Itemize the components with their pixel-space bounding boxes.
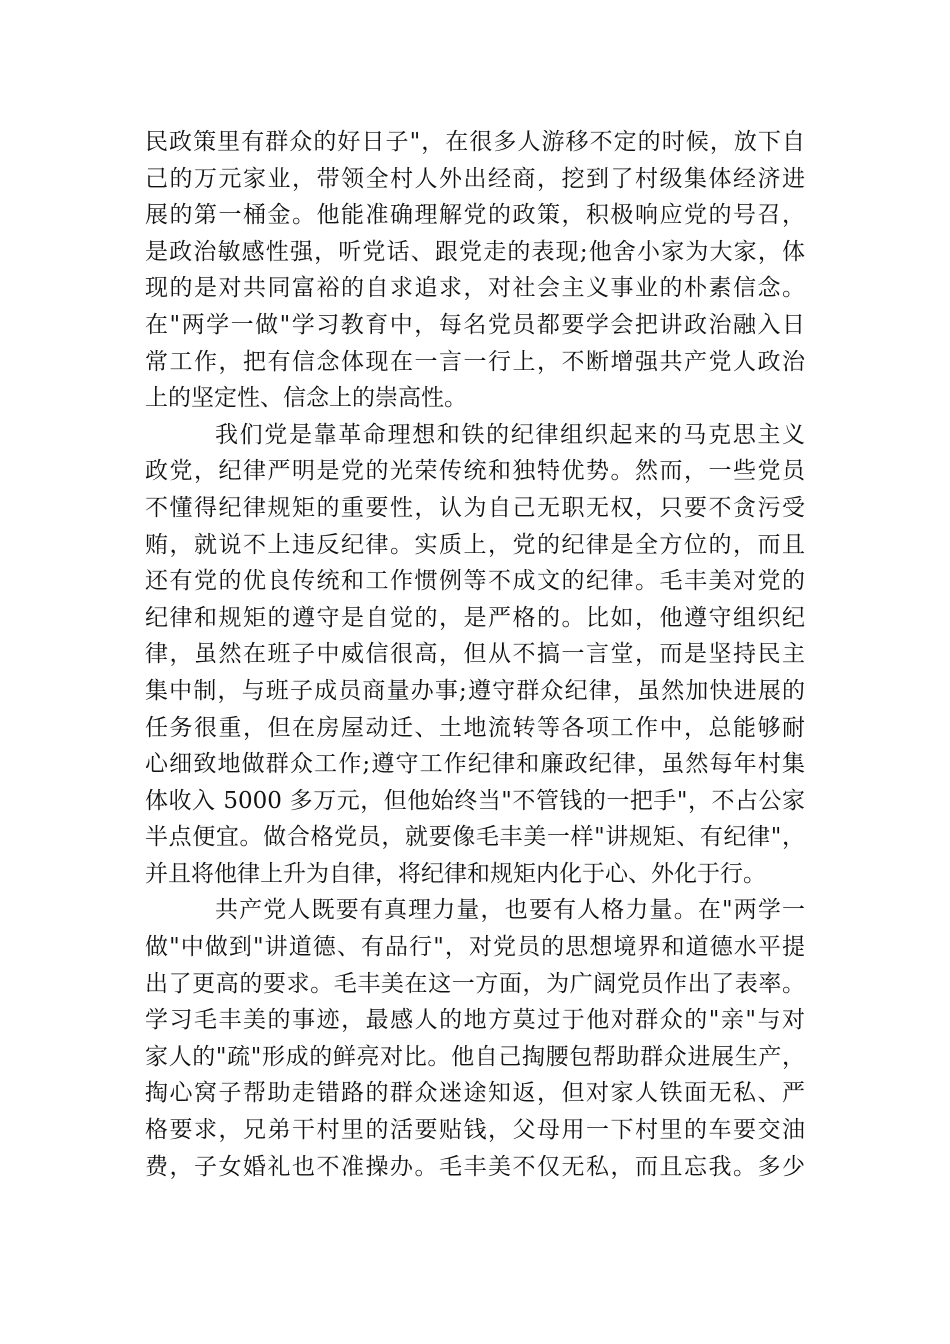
paragraph-1-line-7: 常工作，把有信念体现在一言一行上，不断增强共产党人政治 — [145, 348, 805, 375]
paragraph-1-line-4: 是政治敏感性强，听党话、跟党走的表现;他舍小家为大家，体 — [145, 238, 805, 265]
paragraph-1-line-3: 展的第一桶金。他能准确理解党的政策，积极响应党的号召， — [145, 202, 805, 229]
body-text — [145, 124, 805, 1185]
paragraph-3-line-5: 家人的"疏"形成的鲜亮对比。他自己掏腰包帮助群众进展生产， — [145, 1043, 805, 1070]
paragraph-3-line-2: 做"中做到"讲道德、有品行"，对党员的思想境界和道德水平提 — [145, 934, 805, 961]
paragraph-1-line-2: 己的万元家业，带领全村人外出经商，挖到了村级集体经济进 — [145, 165, 805, 192]
paragraph-1-line-6: 在"两学一做"学习教育中，每名党员都要学会把讲政治融入日 — [145, 311, 805, 338]
paragraph-2-line-1: 我们党是靠革命理想和铁的纪律组织起来的马克思主义 — [215, 421, 805, 448]
paragraph-1-line-1: 民政策里有群众的好日子"，在很多人游移不定的时候，放下自 — [145, 129, 805, 155]
paragraph-1-line-8: 上的坚定性、信念上的崇高性。 — [145, 385, 467, 412]
paragraph-2-line-4: 贿，就说不上违反纪律。实质上，党的纪律是全方位的，而且 — [145, 531, 805, 558]
paragraph-2-line-10: 心细致地做群众工作;遵守工作纪律和廉政纪律，虽然每年村集 — [145, 751, 805, 778]
paragraph-3-line-6: 掏心窝子帮助走错路的群众迷途知返，但对家人铁面无私、严 — [145, 1080, 805, 1107]
paragraph-3-line-1: 共产党人既要有真理力量，也要有人格力量。在"两学一 — [215, 897, 805, 924]
paragraph-3-line-4: 学习毛丰美的事迹，最感人的地方莫过于他对群众的"亲"与对 — [145, 1007, 805, 1034]
paragraph-3-line-8: 费，子女婚礼也不准操办。毛丰美不仅无私，而且忘我。多少 — [145, 1153, 805, 1180]
paragraph-2-line-6: 纪律和规矩的遵守是自觉的，是严格的。比如，他遵守组织纪 — [145, 604, 805, 631]
paragraph-1-line-5: 现的是对共同富裕的自求追求，对社会主义事业的朴素信念。 — [145, 275, 805, 302]
paragraph-2-line-8: 集中制，与班子成员商量办事;遵守群众纪律，虽然加快进展的 — [145, 677, 805, 704]
paragraph-2-line-5: 还有党的优良传统和工作惯例等不成文的纪律。毛丰美对党的 — [145, 568, 805, 595]
paragraph-2-line-2: 政党，纪律严明是党的光荣传统和独特优势。然而，一些党员 — [145, 458, 805, 485]
paragraph-2-line-12: 半点便宜。做合格党员，就要像毛丰美一样"讲规矩、有纪律"， — [145, 824, 805, 851]
paragraph-2-line-3: 不懂得纪律规矩的重要性，认为自己无职无权，只要不贪污受 — [145, 494, 805, 521]
paragraph-2-line-13: 并且将他律上升为自律，将纪律和规矩内化于心、外化于行。 — [145, 860, 766, 887]
paragraph-3-line-7: 格要求，兄弟干村里的活要贴钱，父母用一下村里的车要交油 — [145, 1117, 805, 1144]
paragraph-3-line-3: 出了更高的要求。毛丰美在这一方面，为广阔党员作出了表率。 — [145, 970, 805, 997]
paragraph-2-line-11: 体收入 5000 多万元，但他始终当"不管钱的一把手"，不占公家 — [145, 787, 805, 814]
paragraph-2-line-9: 任务很重，但在房屋动迁、土地流转等各项工作中，总能够耐 — [145, 714, 805, 741]
paragraph-2-line-7: 律，虽然在班子中威信很高，但从不搞一言堂，而是坚持民主 — [145, 641, 805, 668]
